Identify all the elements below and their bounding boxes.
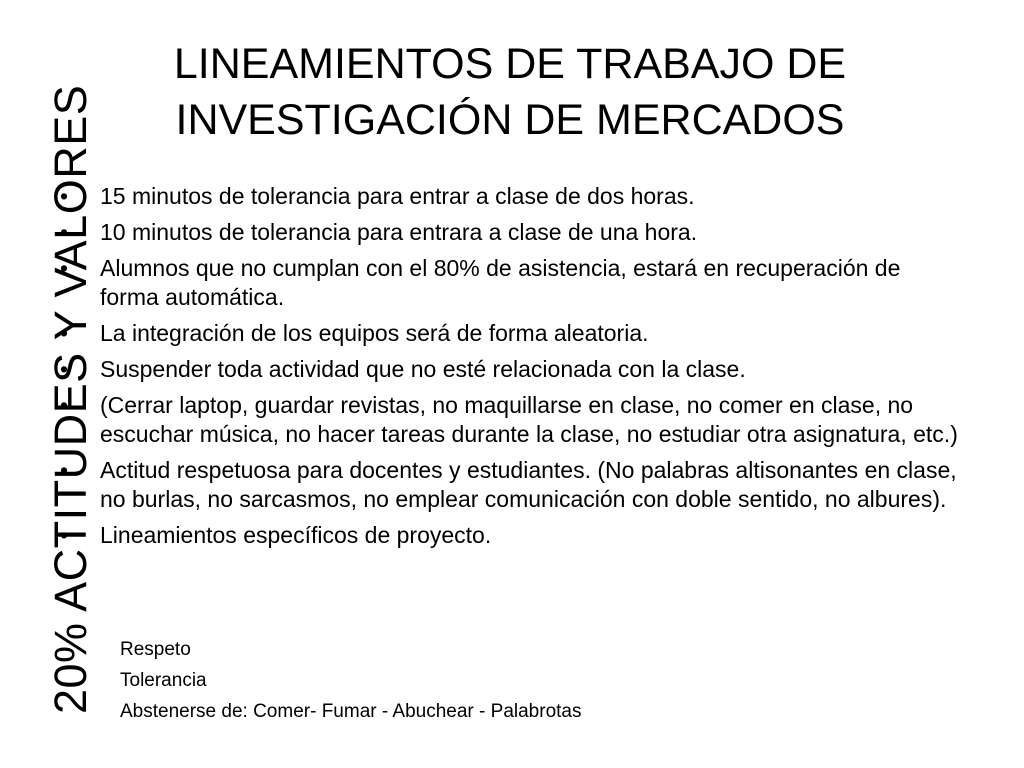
- bullet-item: • Actitud respetuosa para docentes y estudiantes. (No palabras altisonantes en clase, no burlas, no sarcasmos, no emplear comunicación con doble sentido, no albures).: [100, 456, 960, 514]
- title-line-1: LINEAMIENTOS DE TRABAJO DE: [173, 40, 847, 88]
- side-title: 20% ACTITUDES Y VALORES: [45, 84, 96, 714]
- bullet-item: • La integración de los equipos será de forma aleatoria.: [100, 319, 960, 348]
- bullet-item: • 10 minutos de tolerancia para entrara a clase de una hora.: [100, 218, 960, 247]
- sub-item: Tolerancia: [120, 670, 207, 691]
- title-line-2: INVESTIGACIÓN DE MERCADOS: [175, 96, 845, 144]
- bullet-item: • Alumnos que no cumplan con el 80% de asistencia, estará en recuperación de forma automática.: [100, 254, 960, 312]
- sub-item: Abstenerse de: Comer- Fumar - Abuchear - Palabrotas: [120, 701, 582, 722]
- bullet-item: • Lineamientos específicos de proyecto.: [100, 521, 960, 550]
- bullet-item: • 15 minutos de tolerancia para entrar a clase de dos horas.: [100, 182, 960, 211]
- slide-title: [120, 36, 900, 148]
- sub-list: [120, 634, 581, 727]
- sub-item: Respeto: [120, 639, 191, 660]
- bullet-list: [100, 182, 960, 557]
- bullet-item: • Suspender toda actividad que no esté relacionada con la clase.: [100, 355, 960, 384]
- bullet-item: • (Cerrar laptop, guardar revistas, no maquillarse en clase, no comer en clase, no escuchar música, no hacer tareas durante la clase, no estudiar otra asignatura, etc.): [100, 391, 960, 449]
